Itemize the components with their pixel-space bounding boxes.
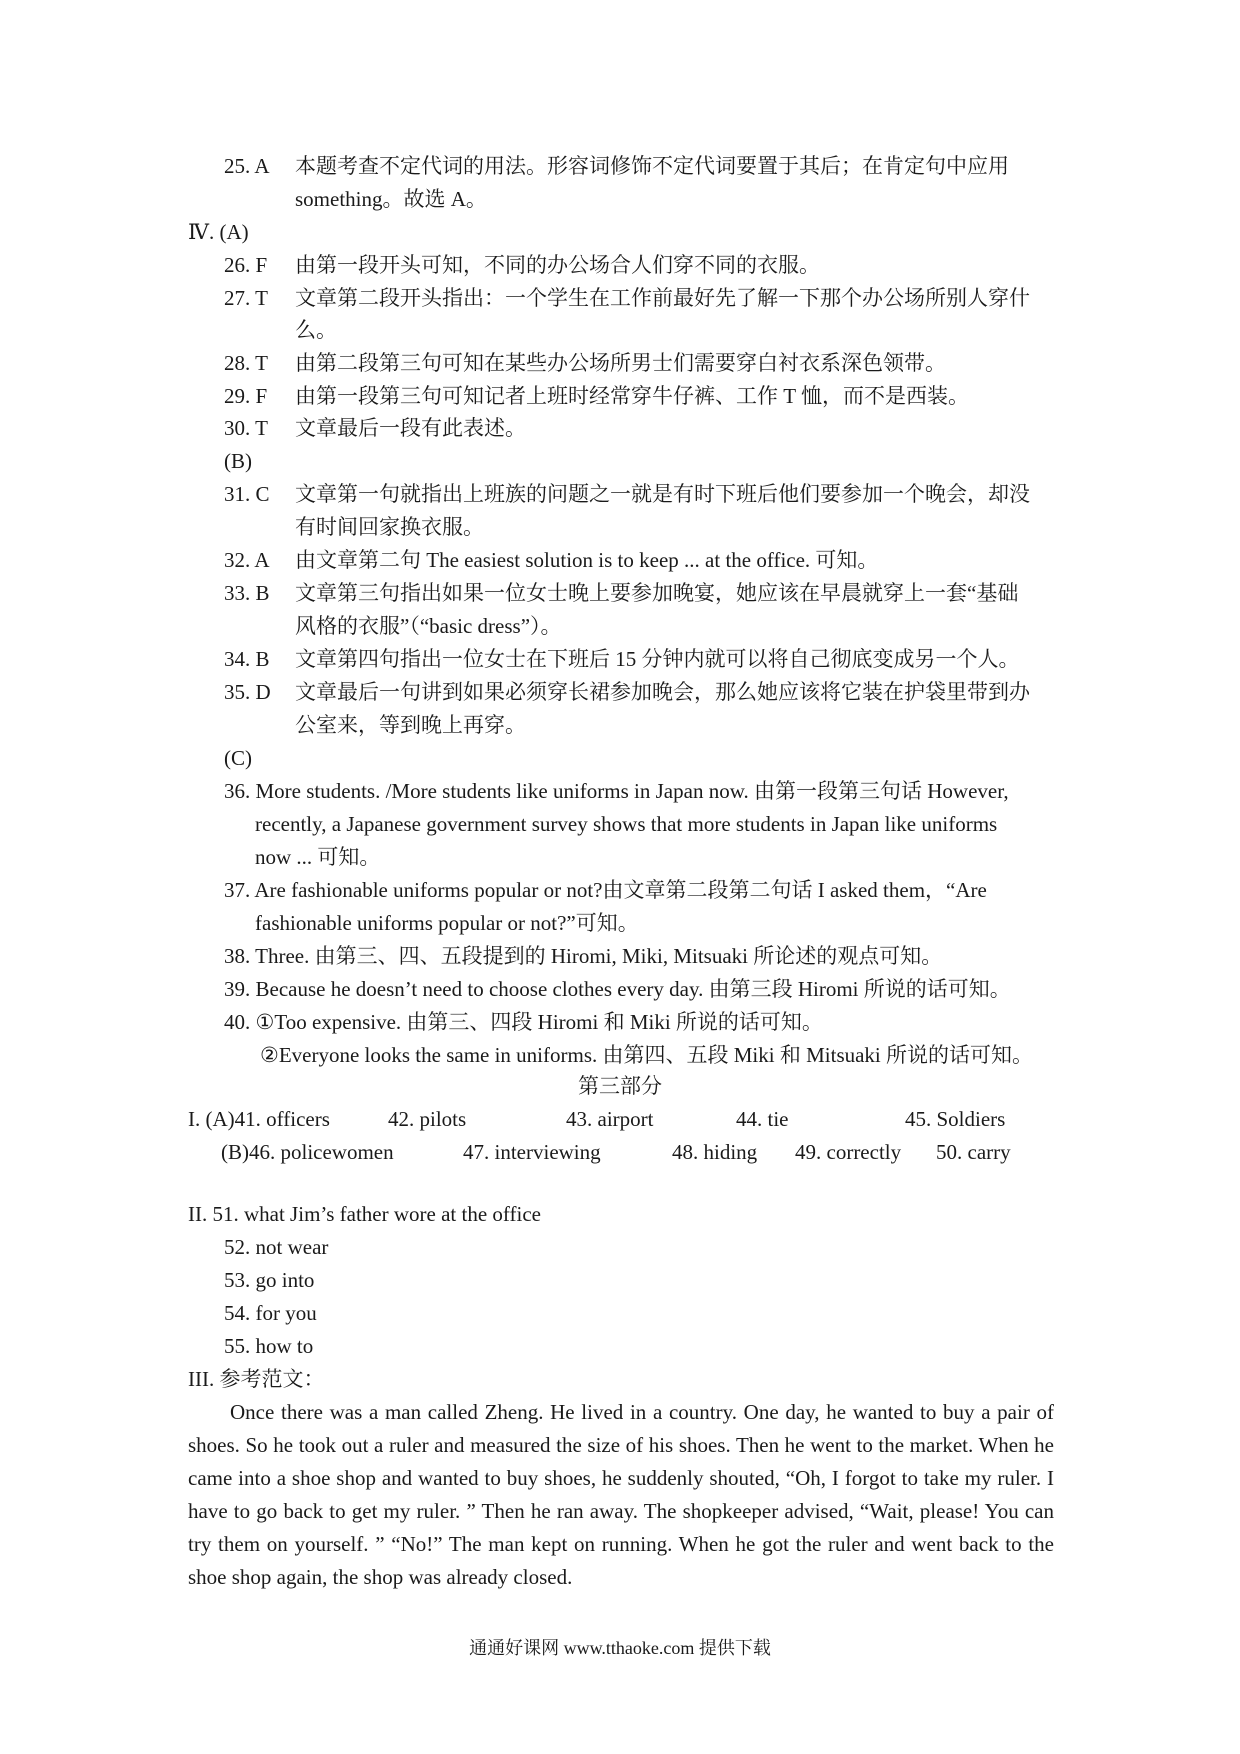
- page-footer: 通通好课网 www.tthaoke.com 提供下载: [469, 1638, 771, 1658]
- answer-number-33: 33. B: [224, 581, 270, 605]
- answer-39: 39. Because he doesn’t need to choose clothes every day. 由第三段 Hiromi 所说的话可知。: [224, 977, 1011, 1001]
- answer-number-35: 35. D: [224, 680, 271, 704]
- part3-i-b-48: 48. hiding: [672, 1140, 758, 1164]
- answer-40-line-1: 40. ①Too expensive. 由第三、四段 Hiromi 和 Miki 所说的话可知。: [224, 1010, 823, 1034]
- answer-explanation-26: 由第一段开头可知，不同的办公场合人们穿不同的衣服。: [295, 253, 820, 277]
- answer-number-30: 30. T: [224, 416, 268, 440]
- part3-i-a-44: 44. tie: [736, 1107, 789, 1131]
- section-c-heading: (C): [224, 746, 252, 770]
- answer-number-25: 25. A: [224, 154, 270, 178]
- answer-37-line-2: fashionable uniforms popular or not?”可知。: [255, 911, 639, 935]
- part3-iii-label: III. 参考范文：: [188, 1367, 325, 1391]
- part3-i-a-45: 45. Soldiers: [905, 1107, 1006, 1131]
- answer-36-line-1: 36. More students. /More students like uniforms in Japan now. 由第一段第三句话 However,: [224, 779, 1009, 803]
- answer-explanation-32: 由文章第二句 The easiest solution is to keep ... at the office. 可知。: [295, 548, 879, 572]
- part3-ii-52: 52. not wear: [224, 1235, 329, 1259]
- answer-explanation-30: 文章最后一段有此表述。: [295, 416, 526, 440]
- answer-explanation-28: 由第二段第三句可知在某些办公场所男士们需要穿白衬衣系深色领带。: [295, 351, 946, 375]
- part3-i-b-46: (B)46. policewomen: [221, 1140, 394, 1164]
- answer-number-26: 26. F: [224, 253, 268, 277]
- answer-number-31: 31. C: [224, 482, 270, 506]
- section-iv-a-heading: Ⅳ. (A): [188, 220, 249, 244]
- part3-i-b-49: 49. correctly: [795, 1140, 902, 1164]
- part3-ii-51: II. 51. what Jim’s father wore at the office: [188, 1202, 541, 1226]
- answer-explanation-27-cont: 么。: [295, 318, 337, 342]
- answer-explanation-31-cont: 有时间回家换衣服。: [295, 515, 484, 539]
- answer-explanation-34: 文章第四句指出一位女士在下班后 15 分钟内就可以将自己彻底变成另一个人。: [295, 647, 1020, 671]
- part3-i-b-47: 47. interviewing: [463, 1140, 601, 1164]
- answer-explanation-33: 文章第三句指出如果一位女士晚上要参加晚宴，她应该在早晨就穿上一套“基础: [295, 581, 1019, 605]
- answer-explanation-29: 由第一段第三句可知记者上班时经常穿牛仔裤、工作 T 恤，而不是西装。: [295, 384, 969, 408]
- answer-explanation-33-cont: 风格的衣服”（“basic dress”）。: [295, 614, 562, 638]
- answer-36-line-3: now ... 可知。: [255, 845, 381, 869]
- answer-number-34: 34. B: [224, 647, 270, 671]
- section-b-heading: (B): [224, 449, 252, 473]
- answer-explanation-35-cont: 公室来，等到晚上再穿。: [295, 713, 526, 737]
- part3-i-b-50: 50. carry: [936, 1140, 1011, 1164]
- answer-36-line-2: recently, a Japanese government survey shows that more students in Japan like uniforms: [255, 812, 998, 836]
- answer-number-27: 27. T: [224, 286, 268, 310]
- part3-heading: 第三部分: [578, 1074, 662, 1098]
- sample-essay: Once there was a man called Zheng. He lived in a country. One day, he wanted to buy a pair of shoes. So he took out a ruler and measured the size of his shoes. Then he went to the market. When he came into a shoe shop and wanted to buy shoes, he suddenly shouted, “Oh, I forgot to take my ruler. I have to go back to get my ruler. ” Then he ran away. The shopkeeper advised, “Wait, please! You can try them on yourself. ” “No!” The man kept on running. When he got the ruler and went back to the shoe shop again, the shop was already closed.: [188, 1400, 1054, 1589]
- answer-number-32: 32. A: [224, 548, 270, 572]
- part3-ii-55: 55. how to: [224, 1334, 314, 1358]
- answer-number-28: 28. T: [224, 351, 268, 375]
- answer-explanation-25-cont: something。故选 A。: [295, 187, 487, 211]
- answer-explanation-31: 文章第一句就指出上班族的问题之一就是有时下班后他们要参加一个晚会，却没: [295, 482, 1030, 506]
- answer-explanation-27: 文章第二段开头指出：一个学生在工作前最好先了解一下那个办公场所别人穿什: [295, 286, 1030, 310]
- answer-40-line-2: ②Everyone looks the same in uniforms. 由第四、五段 Miki 和 Mitsuaki 所说的话可知。: [260, 1043, 1034, 1067]
- part3-ii-53: 53. go into: [224, 1268, 315, 1292]
- answer-number-29: 29. F: [224, 384, 268, 408]
- part3-i-a-43: 43. airport: [566, 1107, 654, 1131]
- part3-i-a-42: 42. pilots: [388, 1107, 467, 1131]
- answer-38: 38. Three. 由第三、四、五段提到的 Hiromi, Miki, Mitsuaki 所论述的观点可知。: [224, 944, 943, 968]
- answer-explanation-25: 本题考查不定代词的用法。形容词修饰不定代词要置于其后；在肯定句中应用: [295, 154, 1009, 178]
- answer-explanation-35: 文章最后一句讲到如果必须穿长裙参加晚会，那么她应该将它装在护袋里带到办: [295, 680, 1030, 704]
- answer-37-line-1: 37. Are fashionable uniforms popular or not?由文章第二段第二句话 I asked them，“Are: [224, 878, 987, 902]
- part3-i-a-41: I. (A)41. officers: [188, 1107, 330, 1131]
- part3-ii-54: 54. for you: [224, 1301, 317, 1325]
